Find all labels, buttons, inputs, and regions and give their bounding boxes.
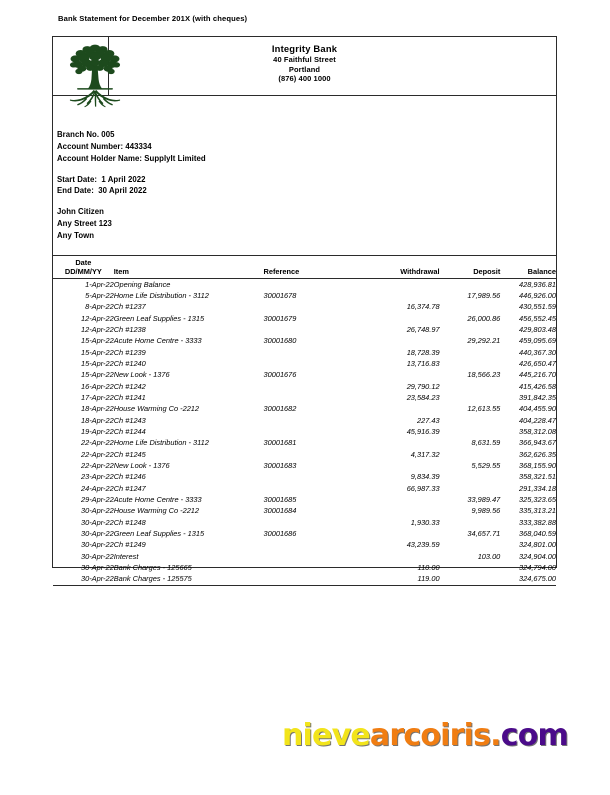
cell-deposit: [440, 392, 501, 403]
cell-reference: [264, 539, 363, 550]
cell-date: 30-Apr-22: [80, 506, 114, 516]
cell-reference: 30001685: [263, 495, 297, 505]
cell-balance: 368,040.59: [519, 529, 556, 539]
table-row: [53, 335, 556, 346]
table-row: [53, 381, 556, 392]
cell-balance: 426,650.47: [519, 358, 556, 368]
cell-deposit: [440, 573, 501, 584]
column-header-item: Item: [114, 256, 264, 279]
cell-balance: 446,926.00: [519, 290, 556, 300]
cell-withdrawal: 43,239.59: [406, 540, 440, 550]
table-row: [53, 562, 556, 573]
cell-date: 30-Apr-22: [80, 529, 114, 539]
bank-header: [53, 37, 556, 96]
cell-item: Ch #1246: [113, 472, 146, 482]
cell-withdrawal: 66,987.33: [406, 483, 440, 493]
cell-balance: 358,321.51: [519, 472, 556, 482]
cell-reference: 30001676: [263, 370, 297, 380]
cell-balance: 324,794.00: [519, 563, 556, 573]
cell-deposit: [440, 347, 501, 358]
cell-reference: [264, 301, 363, 312]
cell-deposit: 33,989.47: [467, 495, 501, 505]
site-watermark: [282, 718, 568, 753]
cell-balance: 366,943.67: [519, 438, 556, 448]
cell-date: 30-Apr-22: [80, 540, 114, 550]
cell-reference: 30001678: [263, 290, 297, 300]
cell-reference: [264, 347, 363, 358]
cell-balance: 391,842.35: [519, 392, 556, 402]
table-row: [53, 517, 556, 528]
customer-street: Any Street 123: [57, 219, 112, 229]
cell-reference: [264, 449, 363, 460]
cell-withdrawal: 29,790.12: [406, 381, 440, 391]
cell-deposit: [440, 278, 501, 290]
cell-deposit: 8,631.59: [471, 438, 501, 448]
cell-item: Opening Balance: [113, 279, 171, 289]
spacer: [57, 197, 206, 206]
column-header-withdrawal: Withdrawal: [363, 256, 440, 279]
table-bottom-rule: [53, 585, 556, 586]
table-row: [53, 369, 556, 380]
cell-reference: 30001686: [263, 529, 297, 539]
cell-withdrawal: [363, 278, 440, 290]
customer-name: John Citizen: [57, 207, 104, 217]
cell-balance: 428,936.81: [519, 279, 556, 289]
cell-deposit: [440, 426, 501, 437]
cell-deposit: 29,292.21: [467, 336, 501, 346]
cell-deposit: 5,529.55: [471, 461, 501, 471]
bank-city: Portland: [288, 64, 321, 74]
cell-withdrawal: 23,584.23: [406, 392, 440, 402]
statement-start-date: Start Date: 1 April 2022: [57, 174, 146, 184]
cell-date: 22-Apr-22: [80, 449, 114, 459]
cell-item: Bank Charges - 125665: [113, 563, 192, 573]
cell-withdrawal: [363, 313, 440, 324]
cell-date: 18-Apr-22: [80, 415, 114, 425]
table-row: [53, 392, 556, 403]
cell-item: Ch #1239: [113, 347, 146, 357]
cell-withdrawal: 16,374.78: [406, 302, 440, 312]
cell-item: Ch #1240: [113, 358, 146, 368]
column-header-deposit: Deposit: [440, 256, 501, 279]
cell-item: New Look - 1376: [113, 370, 170, 380]
cell-item: Acute Home Centre - 3333: [113, 495, 202, 505]
cell-item: House Warming Co -2212: [113, 506, 200, 516]
watermark-part-2: arcoiris.: [369, 718, 501, 753]
cell-date: 19-Apr-22: [80, 427, 114, 437]
cell-item: Bank Charges - 125575: [113, 574, 192, 584]
cell-withdrawal: 18,728.39: [406, 347, 440, 357]
cell-date: 22-Apr-22: [80, 461, 114, 471]
cell-withdrawal: 1,930.33: [410, 517, 440, 527]
cell-reference: [264, 278, 363, 290]
cell-date: 30-Apr-22: [80, 563, 114, 573]
cell-withdrawal: 4,317.32: [410, 449, 440, 459]
cell-balance: 362,626.35: [519, 449, 556, 459]
cell-balance: 324,904.00: [519, 551, 556, 561]
table-row: [53, 426, 556, 437]
customer-town: Any Town: [57, 230, 95, 240]
bank-name: Integrity Bank: [271, 43, 338, 54]
transactions-table: [53, 255, 556, 585]
cell-withdrawal: 26,748.97: [406, 324, 440, 334]
table-row: [53, 494, 556, 505]
cell-date: 15-Apr-22: [80, 347, 114, 357]
cell-withdrawal: [363, 494, 440, 505]
cell-deposit: [440, 301, 501, 312]
table-row: [53, 313, 556, 324]
cell-date: 24-Apr-22: [80, 483, 114, 493]
cell-deposit: 9,989.56: [471, 506, 501, 516]
cell-deposit: [440, 517, 501, 528]
cell-deposit: [440, 358, 501, 369]
cell-item: Ch #1238: [113, 324, 146, 334]
watermark-part-3: com: [500, 718, 569, 753]
cell-withdrawal: 45,916.39: [406, 427, 440, 437]
cell-deposit: [440, 324, 501, 335]
cell-date: 30-Apr-22: [80, 551, 114, 561]
cell-deposit: 17,989.56: [467, 290, 501, 300]
cell-deposit: [440, 415, 501, 426]
column-header-reference: Reference: [264, 256, 363, 279]
cell-balance: 324,675.00: [519, 574, 556, 584]
table-row: [53, 301, 556, 312]
table-body: [53, 278, 556, 585]
cell-balance: 445,216.70: [519, 370, 556, 380]
table-row: [53, 278, 556, 290]
cell-deposit: 103.00: [477, 551, 501, 561]
cell-deposit: [440, 381, 501, 392]
cell-reference: [264, 573, 363, 584]
cell-withdrawal: [363, 505, 440, 516]
cell-item: Acute Home Centre - 3333: [113, 336, 202, 346]
cell-reference: [264, 392, 363, 403]
cell-date: 1-Apr-22: [85, 279, 114, 289]
cell-reference: 30001680: [263, 336, 297, 346]
cell-deposit: 12,613.55: [467, 404, 501, 414]
page-title: Bank Statement for December 201X (with cheques): [58, 14, 248, 23]
account-number: Account Number: 443334: [57, 141, 152, 151]
cell-item: Ch #1247: [113, 483, 146, 493]
cell-withdrawal: 227.43: [416, 415, 440, 425]
cell-reference: [264, 562, 363, 573]
table-header: [53, 256, 556, 279]
cell-withdrawal: 9,834.39: [410, 472, 440, 482]
table-header-row: [53, 256, 556, 279]
cell-item: Ch #1241: [113, 392, 146, 402]
cell-reference: 30001679: [263, 313, 297, 323]
cell-date: 23-Apr-22: [80, 472, 114, 482]
cell-item: Ch #1248: [113, 517, 146, 527]
cell-withdrawal: [363, 335, 440, 346]
column-header-balance: Balance: [500, 256, 556, 279]
cell-reference: [264, 426, 363, 437]
cell-date: 12-Apr-22: [80, 313, 114, 323]
cell-item: Home Life Distribution - 3112: [113, 438, 209, 448]
cell-balance: 333,382.88: [519, 517, 556, 527]
cell-date: 29-Apr-22: [80, 495, 114, 505]
cell-date: 16-Apr-22: [80, 381, 114, 391]
cell-withdrawal: [363, 403, 440, 414]
cell-date: 5-Apr-22: [85, 290, 114, 300]
cell-balance: 456,552.45: [519, 313, 556, 323]
table-row: [53, 437, 556, 448]
statement-document: [52, 36, 557, 584]
cell-balance: 440,367.30: [519, 347, 556, 357]
branch-number: Branch No. 005: [57, 130, 115, 139]
cell-withdrawal: [363, 528, 440, 539]
cell-balance: 325,323.65: [519, 495, 556, 505]
table-row: [53, 415, 556, 426]
cell-deposit: [440, 471, 501, 482]
cell-date: 30-Apr-22: [80, 574, 114, 584]
cell-item: Green Leaf Supplies - 1315: [113, 529, 205, 539]
table-row: [53, 347, 556, 358]
cell-date: 18-Apr-22: [80, 404, 114, 414]
table-row: [53, 483, 556, 494]
cell-item: Ch #1237: [113, 302, 146, 312]
cell-balance: 459,095.69: [519, 336, 556, 346]
cell-withdrawal: [363, 437, 440, 448]
cell-item: Interest: [113, 551, 139, 561]
cell-deposit: [440, 539, 501, 550]
cell-reference: 30001683: [263, 461, 297, 471]
cell-deposit: 26,000.86: [467, 313, 501, 323]
table-row: [53, 539, 556, 550]
cell-deposit: 18,566.23: [467, 370, 501, 380]
account-holder-name: Account Holder Name: SupplyIt Limited: [57, 153, 206, 163]
cell-balance: 404,228.47: [519, 415, 556, 425]
cell-reference: [264, 471, 363, 482]
cell-withdrawal: [363, 369, 440, 380]
cell-reference: [264, 517, 363, 528]
cell-reference: [264, 483, 363, 494]
cell-reference: [264, 324, 363, 335]
table-row: [53, 551, 556, 562]
cell-withdrawal: 119.00: [417, 574, 440, 584]
cell-date: 15-Apr-22: [80, 370, 114, 380]
cell-reference: [264, 381, 363, 392]
cell-withdrawal: [363, 551, 440, 562]
cell-deposit: [440, 483, 501, 494]
statement-end-date: End Date: 30 April 2022: [57, 186, 147, 196]
table-row: [53, 528, 556, 539]
cell-deposit: [440, 449, 501, 460]
cell-item: Home Life Distribution - 3112: [113, 290, 209, 300]
table-row: [53, 505, 556, 516]
spacer: [57, 165, 206, 174]
cell-deposit: [440, 562, 501, 573]
bank-address: 40 Faithful Street: [273, 55, 336, 65]
cell-item: Ch #1249: [113, 540, 146, 550]
cell-date: 8-Apr-22: [85, 302, 114, 312]
cell-date: 15-Apr-22: [80, 358, 114, 368]
cell-reference: 30001682: [263, 404, 297, 414]
cell-date: 17-Apr-22: [80, 392, 114, 402]
cell-reference: [264, 415, 363, 426]
table-row: [53, 358, 556, 369]
cell-reference: 30001684: [263, 506, 297, 516]
tree-with-roots-logo: [59, 41, 131, 115]
cell-balance: 324,801.00: [519, 540, 556, 550]
bank-phone: (876) 400 1000: [278, 74, 331, 84]
cell-date: 15-Apr-22: [80, 336, 114, 346]
cell-withdrawal: 110.00: [417, 563, 440, 573]
column-header-date-top: Date: [75, 258, 92, 267]
cell-reference: [264, 551, 363, 562]
table-row: [53, 403, 556, 414]
table-row: [53, 460, 556, 471]
cell-balance: 415,426.58: [519, 381, 556, 391]
cell-reference: 30001681: [263, 438, 297, 448]
cell-withdrawal: [363, 290, 440, 301]
cell-item: Ch #1243: [113, 415, 146, 425]
account-info-block: [57, 129, 206, 242]
cell-item: Green Leaf Supplies - 1315: [113, 313, 205, 323]
cell-balance: 291,334.18: [519, 483, 556, 493]
cell-balance: 430,551.59: [519, 302, 556, 312]
table-row: [53, 290, 556, 301]
cell-item: Ch #1245: [113, 449, 146, 459]
cell-item: New Look - 1376: [113, 461, 170, 471]
column-header-date-bottom: DD/MM/YY: [64, 267, 102, 276]
cell-deposit: 34,657.71: [467, 529, 501, 539]
cell-item: Ch #1244: [113, 427, 146, 437]
table-row: [53, 573, 556, 584]
cell-date: 30-Apr-22: [80, 517, 114, 527]
cell-reference: [264, 358, 363, 369]
column-header-date: [53, 256, 114, 279]
cell-balance: 404,455.90: [519, 404, 556, 414]
cell-date: 12-Apr-22: [80, 324, 114, 334]
cell-balance: 429,803.48: [519, 324, 556, 334]
transactions-section: [53, 255, 556, 586]
cell-withdrawal: [363, 460, 440, 471]
table-row: [53, 324, 556, 335]
table-row: [53, 449, 556, 460]
cell-withdrawal: 13,716.83: [406, 358, 440, 368]
cell-balance: 358,312.08: [519, 427, 556, 437]
cell-balance: 368,155.90: [519, 461, 556, 471]
table-row: [53, 471, 556, 482]
cell-balance: 335,313.21: [519, 506, 556, 516]
cell-date: 22-Apr-22: [80, 438, 114, 448]
cell-item: Ch #1242: [113, 381, 146, 391]
cell-item: House Warming Co -2212: [113, 404, 200, 414]
watermark-part-1: nieve: [282, 718, 370, 753]
